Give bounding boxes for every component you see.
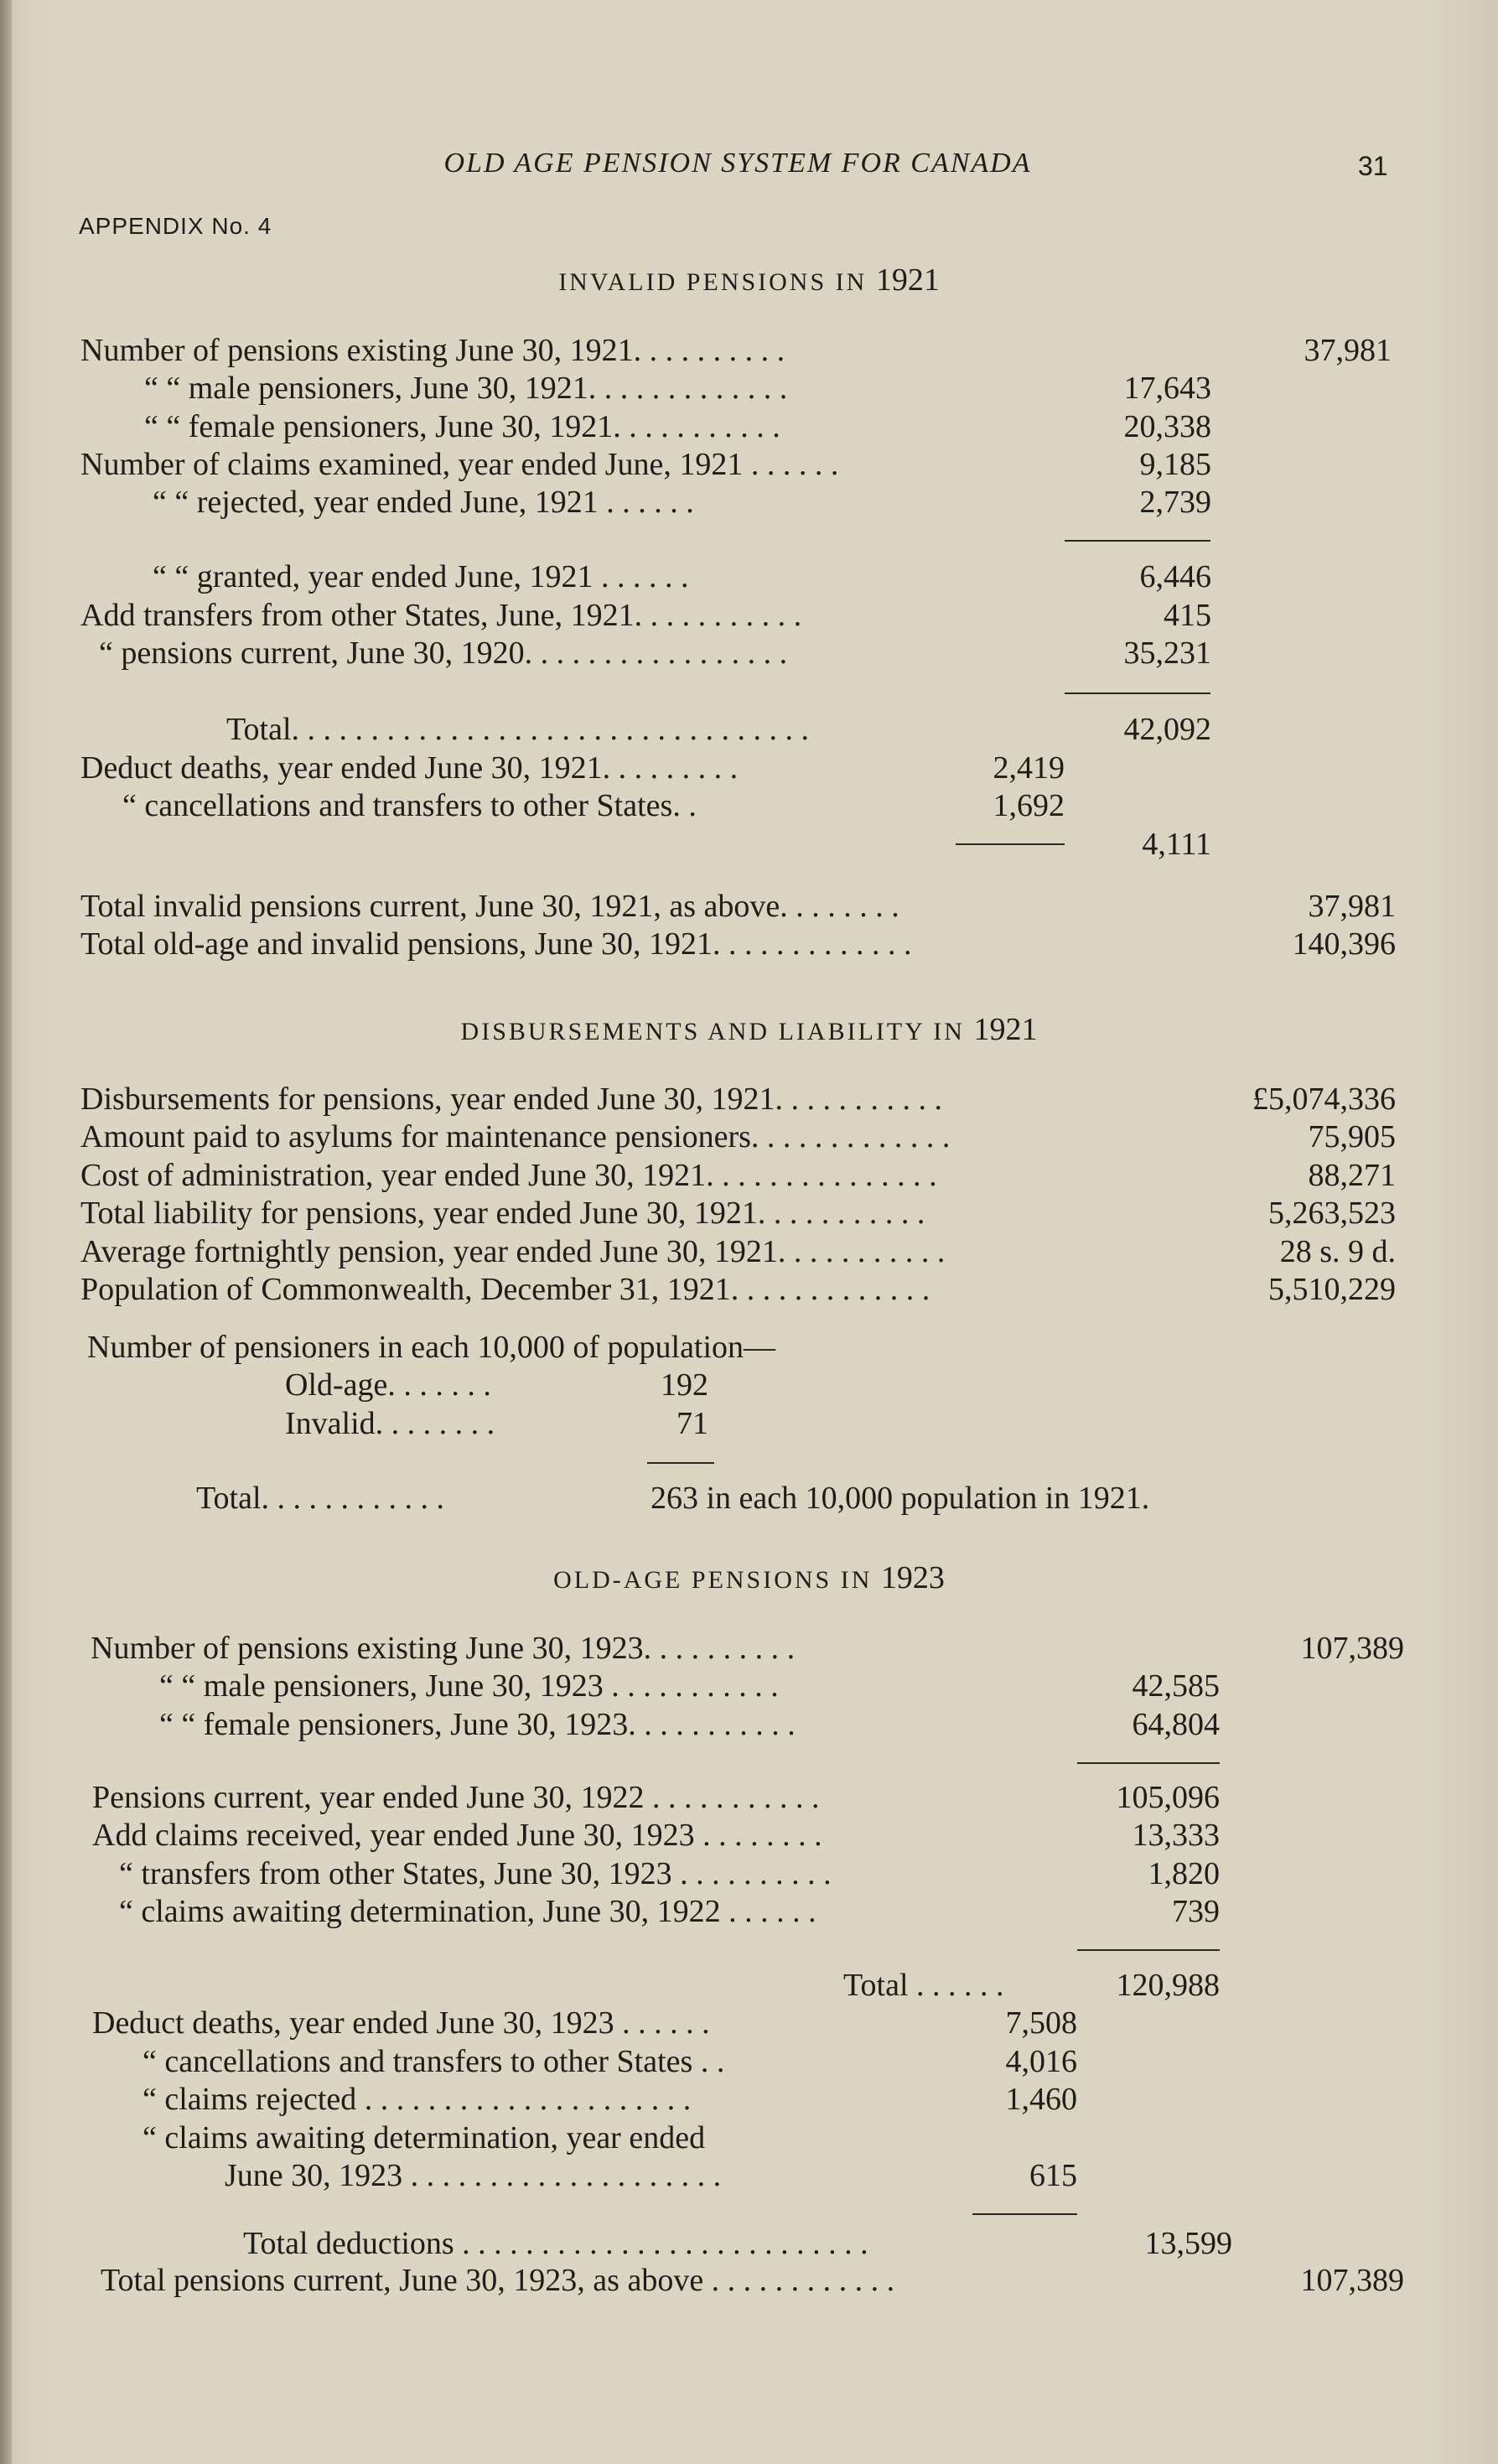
invalid-row-13-value: 140,396 xyxy=(1292,926,1396,962)
per-10000-total-value: 263 in each 10,000 population in 1921. xyxy=(651,1481,1150,1516)
section-title-invalid-1921 xyxy=(0,262,1498,298)
invalid-row-5-value: 6,446 xyxy=(1139,559,1211,594)
invalid-row-2-label: “ “ female pensioners, June 30, 1921. . . . . . . . . . . xyxy=(144,409,780,444)
invalid-row-9-label: Deduct deaths, year ended June 30, 1921. . . . . . . . . xyxy=(80,750,739,786)
oa-row-4-label: Add claims received, year ended June 30, 1923 . . . . . . . . xyxy=(92,1818,822,1853)
invalid-row-12-label: Total invalid pensions current, June 30, 1921, as above. . . . . . . . xyxy=(80,889,899,924)
invalid-row-5-label: “ “ granted, year ended June, 1921 . . . . . . xyxy=(153,559,689,594)
oa-row-12-label: June 30, 1923 . . . . . . . . . . . . . . . . . . . . xyxy=(225,2158,722,2193)
invalid-row-10-label: “ cancellations and transfers to other States. . xyxy=(122,788,697,823)
disb-row-1-value: 75,905 xyxy=(1308,1119,1396,1154)
invalid-row-4-value: 2,739 xyxy=(1139,485,1211,520)
oa-row-1-value: 42,585 xyxy=(1132,1668,1220,1704)
subtotal-rule xyxy=(1077,1949,1220,1951)
book-spine-shadow xyxy=(0,0,12,2464)
invalid-row-7-value: 35,231 xyxy=(1123,635,1211,671)
subtotal-rule xyxy=(1077,1762,1220,1764)
invalid-row-4-label: “ “ rejected, year ended June, 1921 . . . . . . xyxy=(153,485,694,520)
oa-row-14-label: Total pensions current, June 30, 1923, as above . . . . . . . . . . . . xyxy=(101,2263,895,2298)
per-10000-heading: Number of pensioners in each 10,000 of population— xyxy=(87,1330,776,1365)
subtotal-rule xyxy=(1065,693,1210,694)
oa-row-9-value: 4,016 xyxy=(1005,2044,1077,2079)
section-title-year: 1921 xyxy=(973,1012,1038,1047)
section-title-disbursements-1921 xyxy=(0,1011,1498,1048)
invalid-row-0-label: Number of pensions existing June 30, 1921. . . . . . . . . . xyxy=(80,333,785,368)
invalid-row-6-label: Add transfers from other States, June, 1921. . . . . . . . . . . xyxy=(80,598,802,633)
disb-row-5-label: Population of Commonwealth, December 31, 1921. . . . . . . . . . . . . xyxy=(80,1272,930,1307)
oa-row-9-label: “ cancellations and transfers to other States . . xyxy=(143,2044,725,2079)
oa-row-6-value: 739 xyxy=(1172,1894,1220,1929)
oa-row-10-label: “ claims rejected . . . . . . . . . . . . . . . . . . . . . xyxy=(143,2082,692,2117)
per-10000-total-label: Total. . . . . . . . . . . . xyxy=(196,1481,445,1516)
invalid-per-10000-value: 71 xyxy=(676,1406,708,1441)
oa-row-1-label: “ “ male pensioners, June 30, 1923 . . . . . . . . . . . xyxy=(159,1668,779,1704)
oa-row-5-value: 1,820 xyxy=(1148,1856,1220,1891)
invalid-row-2-value: 20,338 xyxy=(1123,409,1211,444)
oa-row-7-value: 120,988 xyxy=(1116,1968,1220,2003)
invalid-row-12-value: 37,981 xyxy=(1308,889,1396,924)
oa-row-10-value: 1,460 xyxy=(1005,2082,1077,2117)
oa-row-2-value: 64,804 xyxy=(1132,1707,1220,1742)
section-title-text: OLD-AGE PENSIONS IN xyxy=(553,1566,873,1594)
appendix-label: APPENDIX No. 4 xyxy=(79,213,272,239)
oa-row-3-value: 105,096 xyxy=(1116,1780,1220,1815)
invalid-row-10-value: 1,692 xyxy=(993,788,1065,823)
disb-row-0-label: Disbursements for pensions, year ended June 30, 1921. . . . . . . . . . . xyxy=(80,1082,942,1117)
section-title-old-age-1923 xyxy=(0,1559,1498,1596)
old-age-per-10000-label: Old-age. . . . . . . xyxy=(285,1367,491,1403)
old-age-per-10000-value: 192 xyxy=(661,1367,708,1403)
disb-row-2-value: 88,271 xyxy=(1308,1158,1396,1193)
oa-row-8-value: 7,508 xyxy=(1005,2005,1077,2041)
disb-row-4-value: 28 s. 9 d. xyxy=(1279,1234,1396,1269)
oa-row-3-label: Pensions current, year ended June 30, 1922 . . . . . . . . . . . xyxy=(92,1780,820,1815)
oa-row-2-label: “ “ female pensioners, June 30, 1923. . . . . . . . . . . xyxy=(159,1707,796,1742)
invalid-row-3-value: 9,185 xyxy=(1139,447,1211,482)
invalid-per-10000-label: Invalid. . . . . . . . xyxy=(285,1406,495,1441)
oa-row-13-value: 13,599 xyxy=(1144,2226,1232,2261)
disb-row-4-label: Average fortnightly pension, year ended June 30, 1921. . . . . . . . . . . xyxy=(80,1234,946,1269)
oa-row-7-label: Total . . . . . . xyxy=(843,1968,1004,2003)
running-head: OLD AGE PENSION SYSTEM FOR CANADA xyxy=(443,148,1032,179)
oa-row-6-label: “ claims awaiting determination, June 30, 1922 . . . . . . xyxy=(119,1894,816,1929)
invalid-row-3-label: Number of claims examined, year ended June, 1921 . . . . . . xyxy=(80,447,839,482)
disb-row-1-label: Amount paid to asylums for maintenance pensioners. . . . . . . . . . . . . xyxy=(80,1119,951,1154)
subtotal-rule xyxy=(647,1462,714,1464)
oa-row-4-value: 13,333 xyxy=(1132,1818,1220,1853)
disb-row-2-label: Cost of administration, year ended June 30, 1921. . . . . . . . . . . . . . . xyxy=(80,1158,937,1193)
invalid-row-1-label: “ “ male pensioners, June 30, 1921. . . . . . . . . . . . . xyxy=(144,371,788,406)
disb-row-3-label: Total liability for pensions, year ended June 30, 1921. . . . . . . . . . . xyxy=(80,1196,925,1231)
invalid-row-1-value: 17,643 xyxy=(1123,371,1211,406)
invalid-row-8-label: Total. . . . . . . . . . . . . . . . . . . . . . . . . . . . . . . . . xyxy=(226,712,810,747)
oa-row-0-value: 107,389 xyxy=(1300,1631,1404,1666)
invalid-row-6-value: 415 xyxy=(1164,598,1211,633)
disb-row-5-value: 5,510,229 xyxy=(1268,1272,1396,1307)
invalid-row-11-value: 4,111 xyxy=(1142,827,1211,862)
section-title-text: DISBURSEMENTS AND LIABILITY IN xyxy=(460,1018,965,1045)
disb-row-0-value: £5,074,336 xyxy=(1252,1082,1396,1117)
section-title-year: 1923 xyxy=(880,1560,945,1595)
oa-row-5-label: “ transfers from other States, June 30, 1923 . . . . . . . . . . xyxy=(119,1856,832,1891)
oa-row-8-label: Deduct deaths, year ended June 30, 1923 . . . . . . xyxy=(92,2005,710,2041)
oa-row-12-value: 615 xyxy=(1029,2158,1077,2193)
subtotal-rule xyxy=(972,2213,1077,2215)
page-number: 31 xyxy=(1358,151,1388,181)
oa-row-13-label: Total deductions . . . . . . . . . . . . . . . . . . . . . . . . . . xyxy=(243,2226,868,2261)
invalid-row-8-value: 42,092 xyxy=(1123,712,1211,747)
invalid-row-9-value: 2,419 xyxy=(993,750,1065,786)
invalid-row-0-value: 37,981 xyxy=(1304,333,1392,368)
oa-row-14-value: 107,389 xyxy=(1300,2263,1404,2298)
disb-row-3-value: 5,263,523 xyxy=(1268,1196,1396,1231)
section-title-year: 1921 xyxy=(875,262,940,298)
invalid-row-7-label: “ pensions current, June 30, 1920. . . . . . . . . . . . . . . . . xyxy=(99,635,788,671)
invalid-row-13-label: Total old-age and invalid pensions, June 30, 1921. . . . . . . . . . . . . xyxy=(80,926,912,962)
oa-row-0-label: Number of pensions existing June 30, 1923. . . . . . . . . . xyxy=(91,1631,796,1666)
subtotal-rule xyxy=(1065,540,1210,542)
oa-row-11-label: “ claims awaiting determination, year ended xyxy=(143,2120,706,2155)
section-title-text: INVALID PENSIONS IN xyxy=(558,268,868,296)
